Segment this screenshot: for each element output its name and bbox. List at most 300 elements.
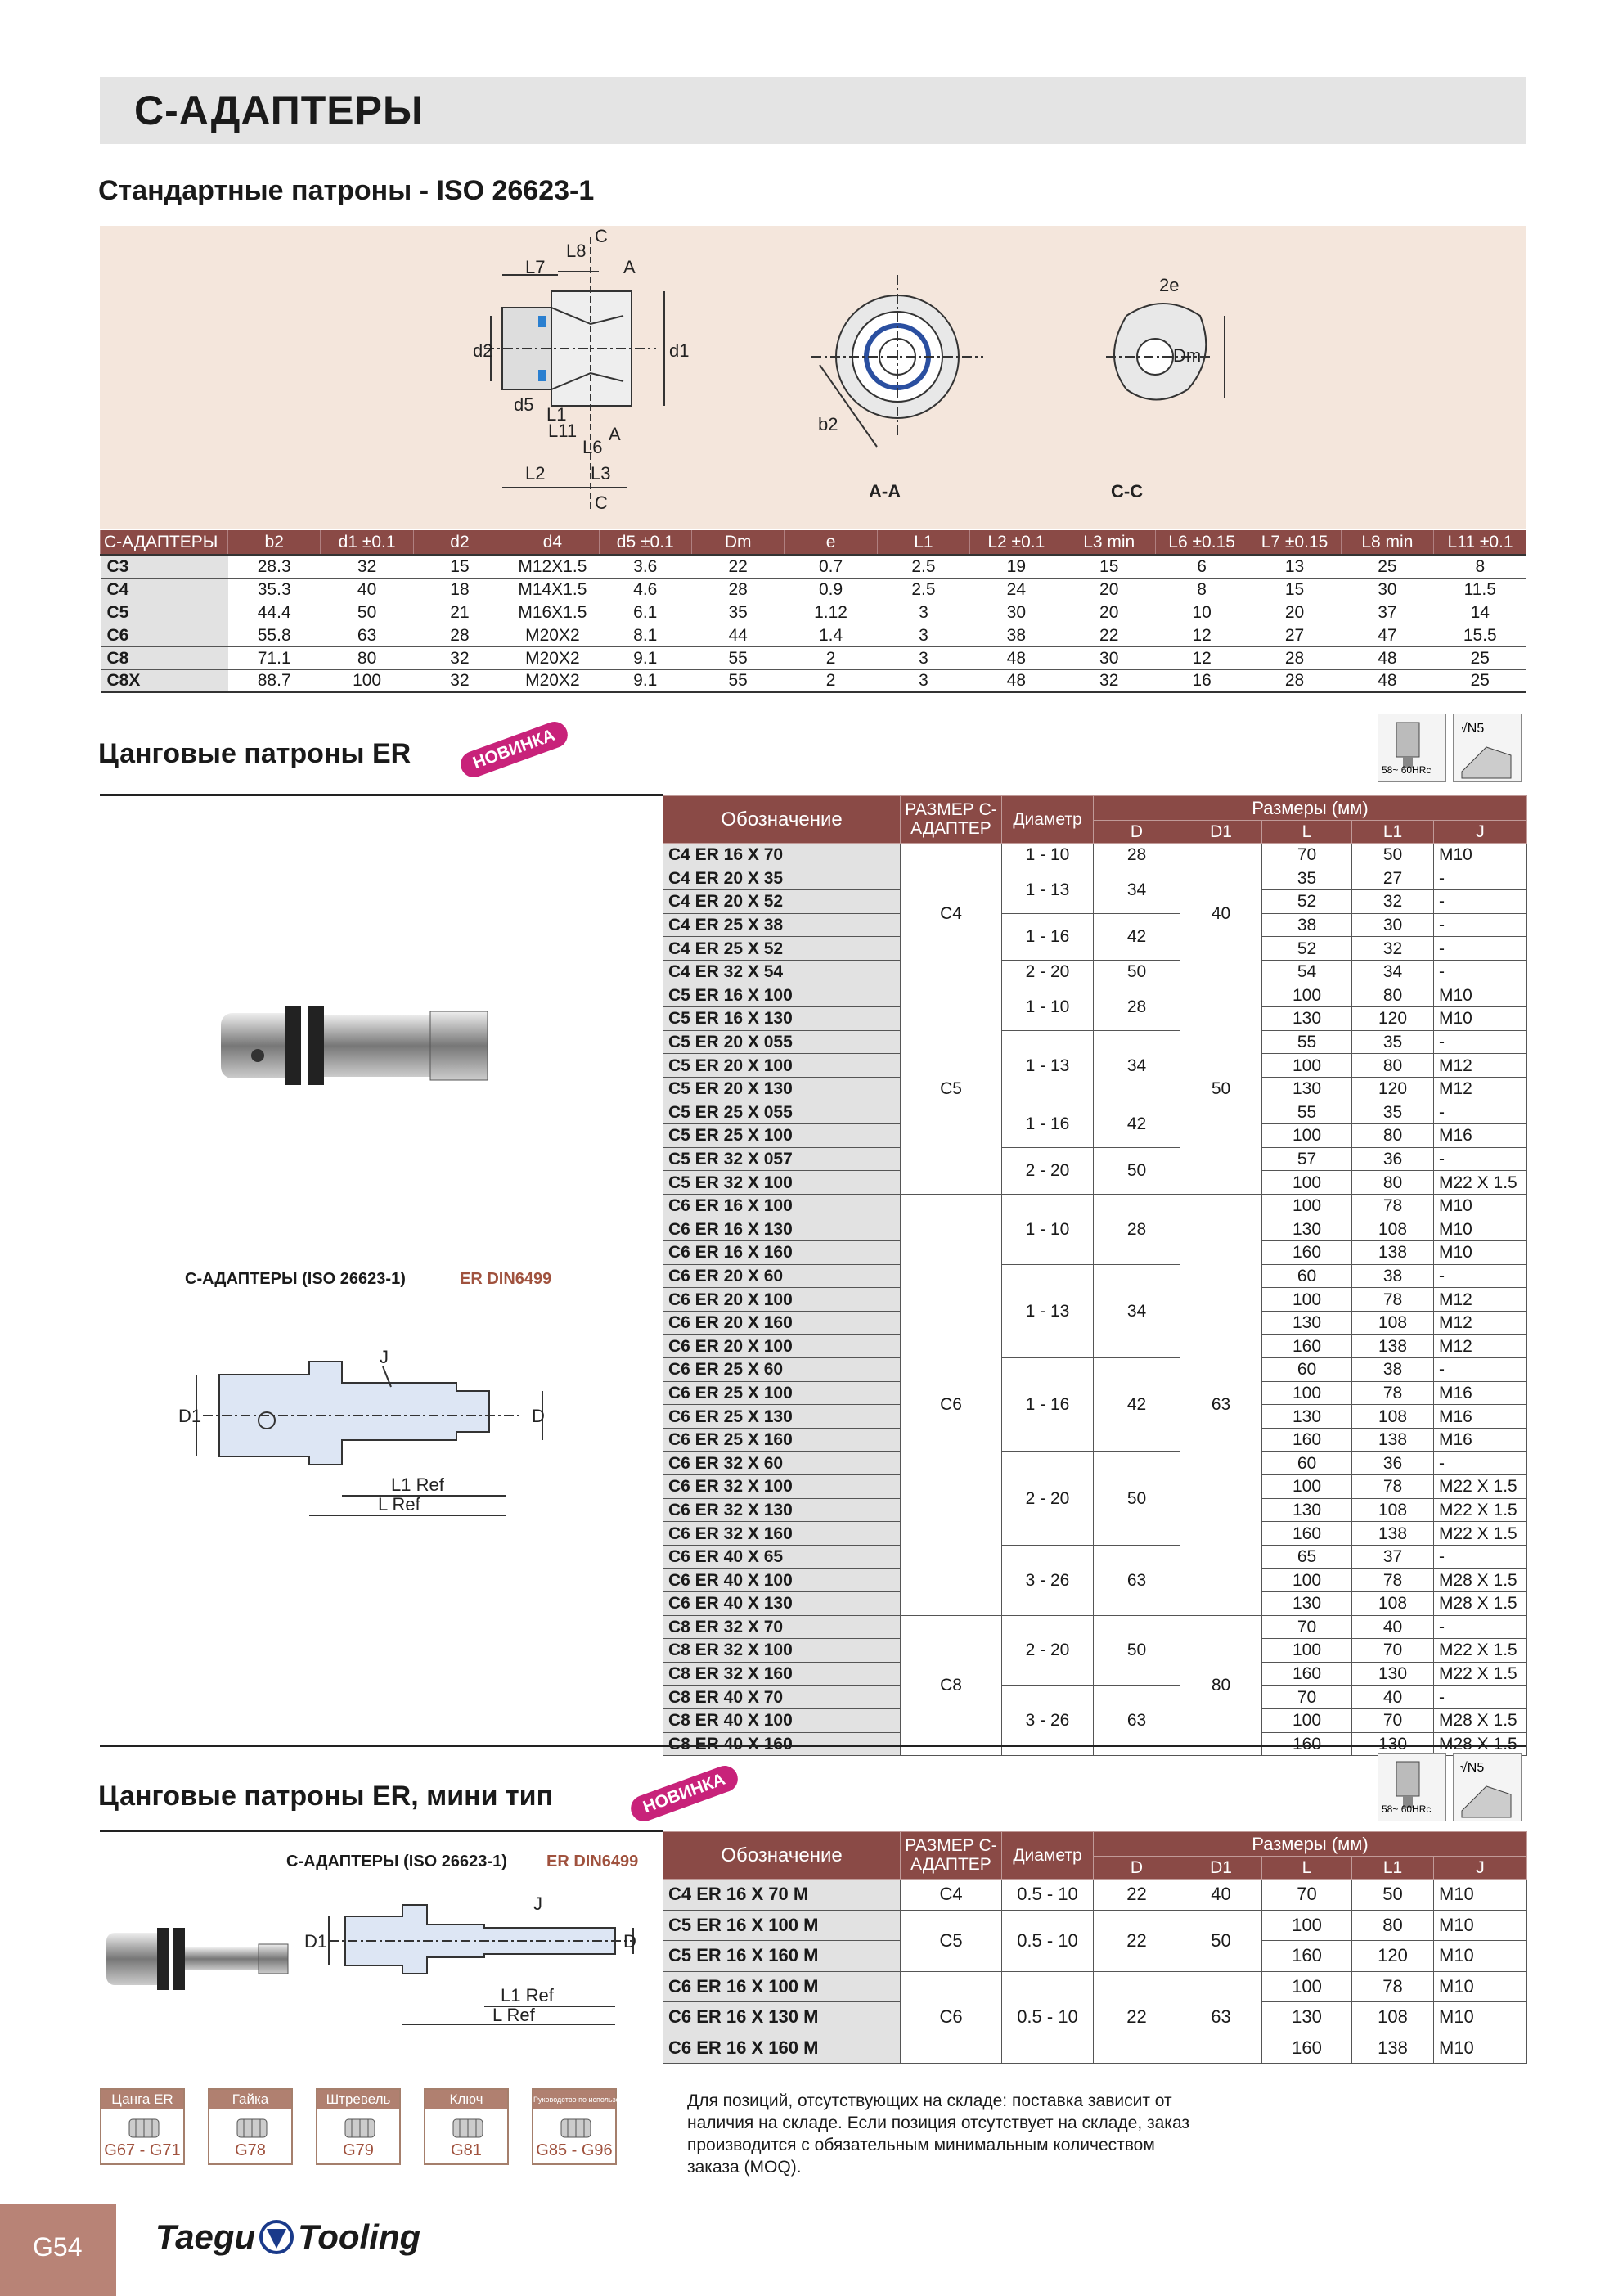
dim-D1: 40 (1180, 844, 1262, 984)
er-lbl-D1: D1 (178, 1406, 202, 1426)
accessory-4[interactable] (532, 2088, 642, 2165)
designation: C6 ER 16 X 160 (663, 1241, 901, 1265)
dim-J: M28 X 1.5 (1434, 1592, 1527, 1616)
table-row (663, 867, 1527, 890)
dim-J: M16 (1434, 1381, 1527, 1405)
table-cell: 3.6 (599, 555, 691, 578)
table-cell: 20 (1248, 601, 1341, 624)
dim-L: 35 (1262, 867, 1352, 890)
table-cell: 16 (1155, 669, 1248, 692)
designation: C4 ER 16 X 70 M (663, 1880, 901, 1911)
mini-chuck-image (101, 1911, 298, 2010)
section1-drawing (100, 226, 1526, 529)
designation: C4 ER 25 X 38 (663, 913, 901, 937)
dim-L1: 34 (1352, 960, 1434, 984)
table-cell: 0.7 (785, 555, 877, 578)
dim-L: 100 (1262, 1910, 1352, 1941)
table-row (663, 1358, 1527, 1382)
dim-J: - (1434, 1686, 1527, 1709)
er-lbl-L1ref: L1 Ref (391, 1474, 444, 1495)
dim-L: 160 (1262, 1428, 1352, 1452)
mini-col-L1: L1 (1352, 1857, 1434, 1880)
table-cell: 18 (413, 578, 506, 601)
dim-L: 100 (1262, 984, 1352, 1007)
mini-col-L: L (1262, 1857, 1352, 1880)
table-row (101, 578, 1527, 601)
lbl-section-CC: C-C (1111, 481, 1144, 502)
dim-L: 60 (1262, 1358, 1352, 1382)
table-cell: 21 (413, 601, 506, 624)
adapter-size: C4 (101, 578, 228, 601)
adapter-size: C5 (901, 984, 1002, 1194)
table-row (663, 1452, 1527, 1475)
dim-D: 34 (1094, 1264, 1180, 1357)
dim-J: M22 X 1.5 (1434, 1662, 1527, 1686)
hardness-text-mini: 58~ 60HRc (1382, 1803, 1432, 1815)
table-cell: 14 (1434, 601, 1526, 624)
designation: C5 ER 32 X 100 (663, 1171, 901, 1195)
dim-D: 28 (1094, 844, 1180, 867)
accessory-page: G81 (451, 2141, 482, 2159)
section2-title: Цанговые патроны ER (98, 738, 411, 769)
table-cell: 28 (691, 578, 784, 601)
lbl-d5: d5 (514, 394, 534, 415)
table-cell: 12 (1155, 646, 1248, 669)
t1-header: d1 ±0.1 (321, 530, 413, 555)
dim-J: M10 (1434, 1880, 1527, 1911)
table-row (663, 1686, 1527, 1709)
dim-L1: 37 (1352, 1545, 1434, 1569)
accessory-3[interactable] (424, 2088, 509, 2165)
table-cell: 15.5 (1434, 624, 1526, 646)
dim-L1: 78 (1352, 1288, 1434, 1312)
dim-L: 70 (1262, 1615, 1352, 1639)
designation: C8 ER 32 X 100 (663, 1639, 901, 1663)
accessory-2[interactable] (316, 2088, 401, 2165)
mini-col-size: РАЗМЕР С-АДАПТЕР (901, 1832, 1002, 1880)
surface-finish-icon (1453, 714, 1522, 782)
hardness-icon (1378, 714, 1446, 782)
section3-rule (100, 1830, 663, 1832)
dim-D: 63 (1094, 1545, 1180, 1615)
dim-L1: 78 (1352, 1381, 1434, 1405)
dim-J: - (1434, 1030, 1527, 1054)
table-cell: 13 (1248, 555, 1341, 578)
section1-title: Стандартные патроны - ISO 26623-1 (98, 175, 595, 206)
dim-J: M10 (1434, 1194, 1527, 1218)
dim-L1: 108 (1352, 1405, 1434, 1429)
table-row (101, 601, 1527, 624)
table-row (663, 1147, 1527, 1171)
diameter-range: 1 - 13 (1002, 1264, 1094, 1357)
surface-finish-text: √N5 (1460, 722, 1485, 736)
col-designation: Обозначение (663, 796, 901, 844)
accessory-title: Гайка (209, 2090, 291, 2109)
mini-lbl-D1: D1 (304, 1931, 328, 1952)
table-cell: M16X1.5 (506, 601, 599, 624)
dim-L: 130 (1262, 1077, 1352, 1101)
table-er-mini (663, 1831, 1527, 2064)
accessory-0[interactable] (100, 2088, 185, 2165)
dim-L: 130 (1262, 1311, 1352, 1335)
dim-L1: 80 (1352, 1124, 1434, 1148)
diameter-range: 2 - 20 (1002, 1147, 1094, 1194)
table-cell: 40 (321, 578, 413, 601)
table-cell: 44.4 (228, 601, 321, 624)
table-cell: 48 (1341, 646, 1433, 669)
diameter-range: 1 - 16 (1002, 1101, 1094, 1147)
table-row (101, 646, 1527, 669)
table-cell: 1.4 (785, 624, 877, 646)
dim-L1: 70 (1352, 1708, 1434, 1732)
dim-L1: 108 (1352, 1311, 1434, 1335)
lbl-C-top: C (595, 226, 608, 246)
table-row (663, 1880, 1527, 1911)
table-cell: 2.5 (877, 578, 969, 601)
table-row (663, 1910, 1527, 1941)
accessory-1[interactable] (208, 2088, 293, 2165)
t1-header: L3 min (1063, 530, 1155, 555)
table-row (101, 555, 1527, 578)
t1-header: Dm (691, 530, 784, 555)
table-cell: 3 (877, 601, 969, 624)
dim-J: M16 (1434, 1428, 1527, 1452)
dim-L1: 38 (1352, 1264, 1434, 1288)
designation: C6 ER 16 X 100 (663, 1194, 901, 1218)
dim-J: M10 (1434, 2002, 1527, 2033)
dim-L1: 80 (1352, 1910, 1434, 1941)
mini-lbl-D: D (623, 1931, 636, 1952)
dim-L: 160 (1262, 1335, 1352, 1358)
group-D: 22 (1094, 1910, 1180, 1971)
col-D1: D1 (1180, 821, 1262, 844)
page-number-tab (0, 2204, 116, 2296)
dim-J: M12 (1434, 1311, 1527, 1335)
designation: C5 ER 32 X 057 (663, 1147, 901, 1171)
table-cell: 88.7 (228, 669, 321, 692)
designation: C5 ER 25 X 055 (663, 1101, 901, 1124)
dim-J: M28 X 1.5 (1434, 1569, 1527, 1592)
dim-D: 50 (1094, 960, 1180, 984)
t1-header: d4 (506, 530, 599, 555)
dim-J: M10 (1434, 1218, 1527, 1241)
table-cell: 80 (321, 646, 413, 669)
group-dia: 0.5 - 10 (1002, 1880, 1094, 1911)
designation: C5 ER 16 X 130 (663, 1007, 901, 1031)
table-cell: 20 (1063, 578, 1155, 601)
table-cell: 35 (691, 601, 784, 624)
dim-L: 100 (1262, 1708, 1352, 1732)
dim-L1: 36 (1352, 1147, 1434, 1171)
dim-L1: 35 (1352, 1101, 1434, 1124)
lbl-L7: L7 (525, 257, 546, 277)
designation: C6 ER 16 X 100 M (663, 1971, 901, 2002)
designation: C6 ER 20 X 100 (663, 1335, 901, 1358)
accessory-title: Ключ (425, 2090, 507, 2109)
designation: C5 ER 20 X 055 (663, 1030, 901, 1054)
lbl-L1: L1 (546, 404, 567, 425)
er-technical-drawing (178, 1342, 571, 1530)
table-row (101, 669, 1527, 692)
hardness-icon-mini (1378, 1753, 1446, 1821)
diameter-range: 2 - 20 (1002, 960, 1094, 984)
dim-L: 130 (1262, 1498, 1352, 1522)
dim-L1: 36 (1352, 1452, 1434, 1475)
mini-col-diameter: Диаметр (1002, 1832, 1094, 1880)
table-cell: 44 (691, 624, 784, 646)
designation: C6 ER 32 X 100 (663, 1475, 901, 1499)
dim-J: M22 X 1.5 (1434, 1475, 1527, 1499)
wrench-icon (450, 2116, 486, 2141)
dim-L: 70 (1262, 1880, 1352, 1911)
dim-L1: 78 (1352, 1971, 1434, 2002)
adapter-size: C3 (101, 555, 228, 578)
dim-J: - (1434, 1147, 1527, 1171)
dim-J: M12 (1434, 1335, 1527, 1358)
dim-L: 65 (1262, 1545, 1352, 1569)
group-size: C5 (901, 1910, 1002, 1971)
c-adapter-drawing (100, 226, 1526, 529)
table-cell: 30 (1063, 646, 1155, 669)
t1-header: С-АДАПТЕРЫ (101, 530, 228, 555)
dim-L: 130 (1262, 1592, 1352, 1616)
dim-L1: 120 (1352, 1077, 1434, 1101)
dim-J: - (1434, 937, 1527, 961)
table-row (663, 960, 1527, 984)
designation: C6 ER 16 X 160 M (663, 2033, 901, 2064)
table-cell: 32 (1063, 669, 1155, 692)
mini-adapter-label: С-АДАПТЕРЫ (ISO 26623-1) (286, 1853, 507, 1871)
section3-title: Цанговые патроны ER, мини тип (98, 1781, 554, 1812)
dim-L1: 32 (1352, 937, 1434, 961)
designation: C6 ER 40 X 65 (663, 1545, 901, 1569)
table-row (663, 1971, 1527, 2002)
nut-icon (234, 2116, 270, 2141)
dim-L1: 78 (1352, 1194, 1434, 1218)
table-cell: 22 (691, 555, 784, 578)
designation: C6 ER 20 X 60 (663, 1264, 901, 1288)
designation: C6 ER 16 X 130 (663, 1218, 901, 1241)
dim-L: 100 (1262, 1569, 1352, 1592)
new-badge: НОВИНКА (457, 718, 572, 781)
dim-D1: 63 (1180, 1194, 1262, 1615)
brand-left: Taegu (155, 2217, 256, 2256)
dim-L1: 27 (1352, 867, 1434, 890)
table-cell: 4.6 (599, 578, 691, 601)
dim-L1: 80 (1352, 1054, 1434, 1078)
adapter-size: C4 (901, 844, 1002, 984)
dim-L1: 108 (1352, 2002, 1434, 2033)
dim-J: M10 (1434, 2033, 1527, 2064)
lbl-L2: L2 (525, 463, 546, 484)
dim-J: M10 (1434, 1007, 1527, 1031)
t1-header: d2 (413, 530, 506, 555)
dim-J: M22 X 1.5 (1434, 1522, 1527, 1546)
adapter-size: C8 (901, 1615, 1002, 1756)
diameter-range: 1 - 10 (1002, 984, 1094, 1030)
designation: C6 ER 20 X 100 (663, 1288, 901, 1312)
designation: C8 ER 32 X 160 (663, 1662, 901, 1686)
mini-col-designation: Обозначение (663, 1832, 901, 1880)
table-cell: 20 (1063, 601, 1155, 624)
designation: C5 ER 16 X 160 M (663, 1941, 901, 1972)
dim-J: - (1434, 1358, 1527, 1382)
group-D1: 50 (1180, 1910, 1262, 1971)
dim-L1: 32 (1352, 890, 1434, 914)
section2-rule (100, 794, 663, 796)
accessory-title: Цанга ER (101, 2090, 183, 2109)
table-cell: 15 (413, 555, 506, 578)
mini-col-J: J (1434, 1857, 1527, 1880)
t1-header: L11 ±0.1 (1434, 530, 1526, 555)
table-cell: 32 (321, 555, 413, 578)
dim-L: 60 (1262, 1264, 1352, 1288)
table-cell: 3 (877, 646, 969, 669)
t1-header: L6 ±0.15 (1155, 530, 1248, 555)
dim-L1: 30 (1352, 913, 1434, 937)
table-cell: 10 (1155, 601, 1248, 624)
dim-L: 100 (1262, 1971, 1352, 2002)
designation: C6 ER 25 X 130 (663, 1405, 901, 1429)
dim-L: 130 (1262, 1405, 1352, 1429)
dim-L1: 108 (1352, 1218, 1434, 1241)
col-L: L (1262, 821, 1352, 844)
table-cell: 3 (877, 624, 969, 646)
mini-technical-drawing (304, 1892, 648, 2039)
table-row (663, 1194, 1527, 1218)
group-D1: 63 (1180, 1971, 1262, 2064)
designation: C6 ER 25 X 60 (663, 1358, 901, 1382)
dim-L1: 80 (1352, 984, 1434, 1007)
lbl-b2: b2 (818, 414, 838, 434)
table-cell: 2 (785, 669, 877, 692)
table-cell: 8 (1434, 555, 1526, 578)
collet-icon (126, 2116, 162, 2141)
brand-right: Tooling (298, 2217, 421, 2256)
table-row (663, 1264, 1527, 1288)
pull-stud-icon (342, 2116, 378, 2141)
diameter-range: 3 - 26 (1002, 1545, 1094, 1615)
dim-L: 100 (1262, 1381, 1352, 1405)
dim-D: 28 (1094, 1194, 1180, 1264)
page-number: G54 (33, 2232, 83, 2262)
lbl-L8: L8 (566, 241, 587, 261)
lbl-d2: d2 (473, 340, 493, 361)
brand-logo (155, 2217, 420, 2257)
table-cell: 12 (1155, 624, 1248, 646)
dim-L1: 50 (1352, 1880, 1434, 1911)
dim-L1: 120 (1352, 1941, 1434, 1972)
dim-L: 160 (1262, 1941, 1352, 1972)
dim-D: 28 (1094, 984, 1180, 1030)
adapter-size: C5 (101, 601, 228, 624)
dim-L1: 138 (1352, 1522, 1434, 1546)
table-cell: 28.3 (228, 555, 321, 578)
table-cell: 8 (1155, 578, 1248, 601)
t1-header: d5 ±0.1 (599, 530, 691, 555)
dim-J: M22 X 1.5 (1434, 1498, 1527, 1522)
diameter-range: 1 - 13 (1002, 1030, 1094, 1101)
group-size: C6 (901, 1971, 1002, 2064)
col-dims: Размеры (мм) (1094, 796, 1527, 821)
dim-L: 100 (1262, 1639, 1352, 1663)
table-cell: 3 (877, 669, 969, 692)
diameter-range: 2 - 20 (1002, 1615, 1094, 1686)
diameter-range: 1 - 10 (1002, 844, 1094, 867)
table-cell: 48 (970, 646, 1063, 669)
dim-L1: 108 (1352, 1592, 1434, 1616)
table-cell: 2 (785, 646, 877, 669)
lbl-d1: d1 (669, 340, 690, 361)
dim-D: 42 (1094, 913, 1180, 960)
group-size: C4 (901, 1880, 1002, 1911)
table-cell: 48 (1341, 669, 1433, 692)
designation: C8 ER 40 X 100 (663, 1708, 901, 1732)
table-cell: 15 (1063, 555, 1155, 578)
dim-L1: 40 (1352, 1686, 1434, 1709)
dim-J: M10 (1434, 1941, 1527, 1972)
dim-J: M22 X 1.5 (1434, 1171, 1527, 1195)
table-cell: 55 (691, 669, 784, 692)
mini-lbl-J: J (533, 1893, 542, 1914)
dim-J: M16 (1434, 1405, 1527, 1429)
dim-L1: 138 (1352, 1428, 1434, 1452)
designation: C6 ER 40 X 100 (663, 1569, 901, 1592)
designation: C4 ER 16 X 70 (663, 844, 901, 867)
table-cell: 22 (1063, 624, 1155, 646)
adapter-size: C8X (101, 669, 228, 692)
dim-L: 57 (1262, 1147, 1352, 1171)
table-cell: 2.5 (877, 555, 969, 578)
table-cell: 27 (1248, 624, 1341, 646)
accessory-title: Руководство по использованию (533, 2090, 615, 2109)
page-title: С-АДАПТЕРЫ (134, 88, 424, 133)
table-cell: 47 (1341, 624, 1433, 646)
table-cell: 32 (413, 646, 506, 669)
designation: C4 ER 20 X 35 (663, 867, 901, 890)
table-cell: 6.1 (599, 601, 691, 624)
surface-finish-text-mini: √N5 (1460, 1761, 1485, 1775)
table-row (663, 1030, 1527, 1054)
dim-L1: 38 (1352, 1358, 1434, 1382)
table-cell: 55.8 (228, 624, 321, 646)
dim-L1: 120 (1352, 1007, 1434, 1031)
table-cell: 37 (1341, 601, 1433, 624)
adapter-size: C8 (101, 646, 228, 669)
t1-header: L7 ±0.15 (1248, 530, 1341, 555)
table-cell: 1.12 (785, 601, 877, 624)
dim-J: - (1434, 867, 1527, 890)
dim-L1: 40 (1352, 1615, 1434, 1639)
dim-L1: 70 (1352, 1639, 1434, 1663)
table-cell: 38 (970, 624, 1063, 646)
stock-note: Для позиций, отсутствующих на складе: поставка зависит от наличия на складе. Если позиция отсутствует на складе, заказ производится с обязательным минимальным количеством заказа (MOQ). (687, 2091, 1190, 2177)
er-din-label: ER DIN6499 (460, 1270, 552, 1288)
accessory-title: Штревель (317, 2090, 399, 2109)
table-cell: 19 (970, 555, 1063, 578)
designation: C6 ER 20 X 160 (663, 1311, 901, 1335)
col-D: D (1094, 821, 1180, 844)
dim-J: - (1434, 1545, 1527, 1569)
table-cell: 55 (691, 646, 784, 669)
accessory-page: G78 (235, 2141, 266, 2159)
table-cell: 100 (321, 669, 413, 692)
dim-L: 160 (1262, 1662, 1352, 1686)
group-D: 22 (1094, 1880, 1180, 1911)
diameter-range: 3 - 26 (1002, 1686, 1094, 1756)
t1-header: L8 min (1341, 530, 1433, 555)
table-row (663, 1101, 1527, 1124)
